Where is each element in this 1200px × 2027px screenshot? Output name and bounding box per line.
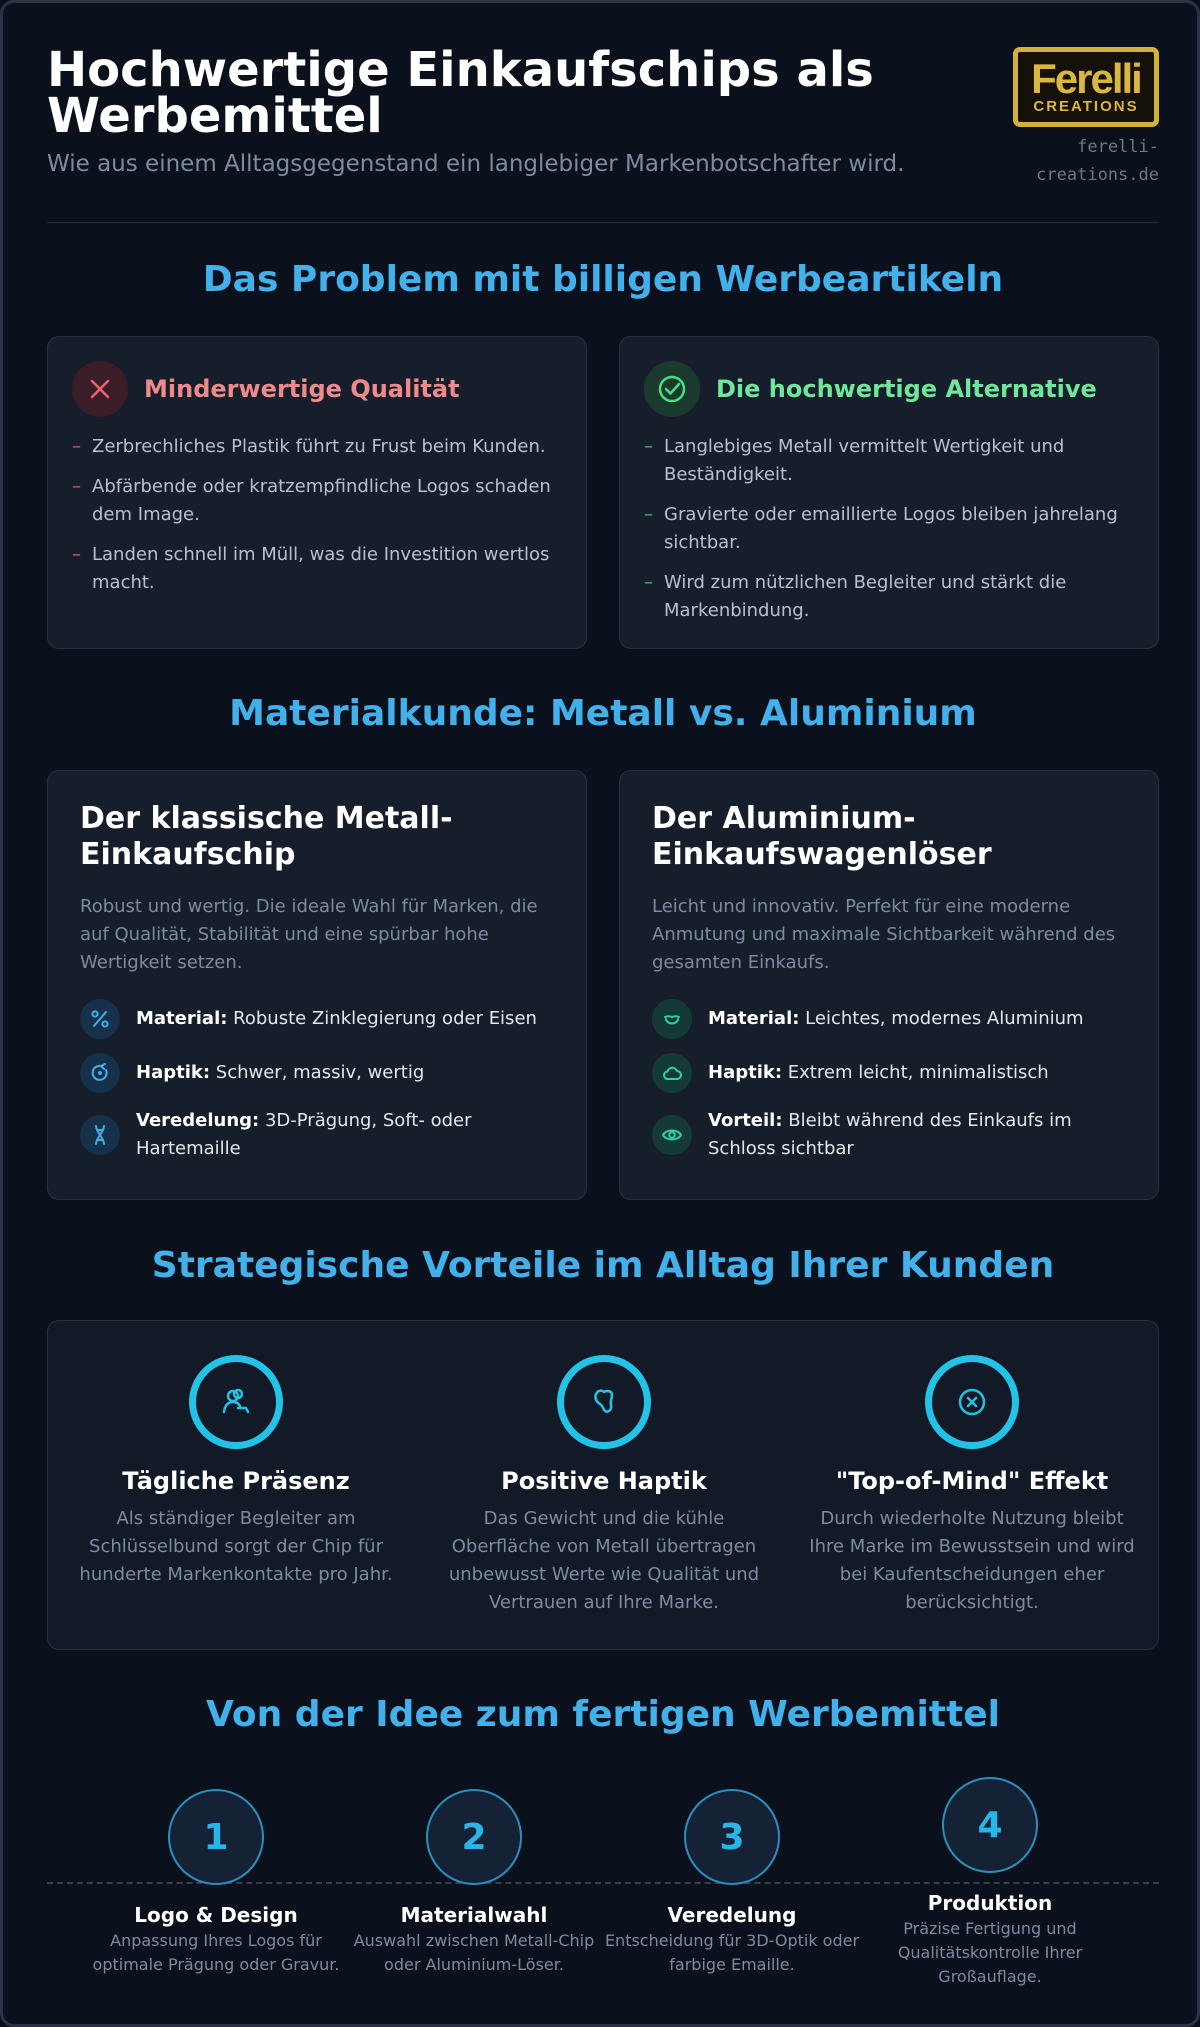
advantage-text: Als ständiger Begleiter am Schlüsselbund sorgt der Chip für hunderte Markenkontakte pro Jahr. [79,1508,393,1585]
list-item: – Gravierte oder emaillierte Logos bleiben jahrelang sichtbar. [644,504,1118,553]
website-url: ferelli-creations.de [1036,137,1159,185]
advantage-text: Durch wiederholte Nutzung bleibt Ihre Marke im Bewusstsein und wird bei Kaufentscheidungen eher berücksichtigt. [809,1508,1135,1613]
people-icon [189,1355,283,1449]
advantage-item [66,1355,406,1589]
alu-card-description: Leicht und innovativ. Perfekt für eine moderne Anmutung und maximale Sichtbarkeit während des gesamten Einkaufs. [652,896,1116,973]
target-icon [925,1355,1019,1449]
advantage-item [434,1355,774,1617]
step-title: Veredelung [667,1903,797,1927]
eye-icon [652,1115,692,1155]
step-number: 2 [426,1789,522,1885]
feature-row: Vorteil: Bleibt während des Einkaufs im Schloss sichtbar [652,1107,1138,1163]
step-title: Produktion [927,1891,1053,1915]
weight-icon [80,1053,120,1093]
step-number: 1 [168,1789,264,1885]
logo-subline: CREATIONS [1033,98,1139,115]
good-quality-title: Die hochwertige Alternative [716,375,1097,403]
hand-icon [557,1355,651,1449]
brand-logo [1013,47,1159,127]
advantage-title: Tägliche Präsenz [122,1467,350,1495]
feature-row: Haptik: Extrem leicht, minimalistisch [652,1053,1138,1093]
step-title: Materialwahl [400,1903,548,1927]
step-text: Auswahl zwischen Metall-Chip oder Aluminium-Löser. [353,1931,595,1974]
header [47,42,1159,223]
step-text: Präzise Fertigung und Qualitätskontrolle Ihrer Großauflage. [897,1919,1083,1986]
step-number: 4 [942,1777,1038,1873]
advantage-text: Das Gewicht und die kühle Oberfläche von Metall übertragen unbewusst Werte wie Qualität und Vertrauen auf Ihre Marke. [448,1508,760,1613]
bad-quality-title: Minderwertige Qualität [144,375,460,403]
list-item: – Landen schnell im Müll, was die Investition wertlos macht. [72,544,550,593]
cloud-icon [652,1053,692,1093]
problem-section-title: Das Problem mit billigen Werbeartikeln [202,259,1004,300]
good-quality-list [644,433,1138,637]
page-title: Hochwertige Einkaufschips als Werbemittel [47,42,874,144]
list-item: – Wird zum nützlichen Begleiter und stärkt die Markenbindung. [644,572,1067,621]
list-item: – Langlebiges Metall vermittelt Wertigkeit und Beständigkeit. [644,436,1065,485]
advantage-title: "Top-of-Mind" Effekt [835,1467,1109,1495]
metal-chip-card [47,770,587,1200]
step-title: Logo & Design [134,1903,298,1927]
feature-row: Veredelung: 3D-Prägung, Soft- oder Hartemaille [80,1107,566,1163]
x-icon [72,361,128,417]
process-step [603,1789,861,1977]
advantage-title: Positive Haptik [501,1467,707,1495]
smile-icon [652,999,692,1039]
aluminium-card [619,770,1159,1200]
materials-section-title: Materialkunde: Metall vs. Aluminium [229,693,977,734]
step-text: Entscheidung für 3D-Optik oder farbige Emaille. [604,1931,860,1974]
process-step [87,1789,345,1977]
bad-quality-card [47,336,587,649]
advantages-card [47,1320,1159,1650]
step-text: Anpassung Ihres Logos für optimale Prägung oder Gravur. [92,1931,340,1974]
metal-card-description: Robust und wertig. Die ideale Wahl für Marken, die auf Qualität, Stabilität und eine spürbar hohe Wertigkeit setzen. [80,896,538,973]
metal-card-title: Der klassische Metall-Einkaufschip [80,801,453,872]
bad-quality-list [72,433,566,609]
feature-row: Haptik: Schwer, massiv, wertig [80,1053,566,1093]
page-subtitle: Wie aus einem Alltagsgegenstand ein langlebiger Markenbotschafter wird. [47,151,905,177]
process-step [345,1789,603,1977]
percent-icon [80,999,120,1039]
feature-row: Material: Leichtes, modernes Aluminium [652,999,1138,1039]
logo-wordmark: Ferelli [1031,55,1141,102]
list-item: – Zerbrechliches Plastik führt zu Frust beim Kunden. [72,436,546,457]
advantages-section-title: Strategische Vorteile im Alltag Ihrer Kunden [151,1245,1055,1286]
alu-card-title: Der Aluminium-Einkaufswagenlöser [652,801,992,872]
list-item: – Abfärbende oder kratzempfindliche Logos schaden dem Image. [72,476,551,525]
step-number: 3 [684,1789,780,1885]
advantage-item [802,1355,1142,1617]
good-quality-card [619,336,1159,649]
process-section-title: Von der Idee zum fertigen Werbemittel [206,1694,1000,1735]
process-step [861,1777,1119,1989]
dna-icon [80,1115,120,1155]
feature-row: Material: Robuste Zinklegierung oder Eisen [80,999,566,1039]
check-circle-icon [644,361,700,417]
